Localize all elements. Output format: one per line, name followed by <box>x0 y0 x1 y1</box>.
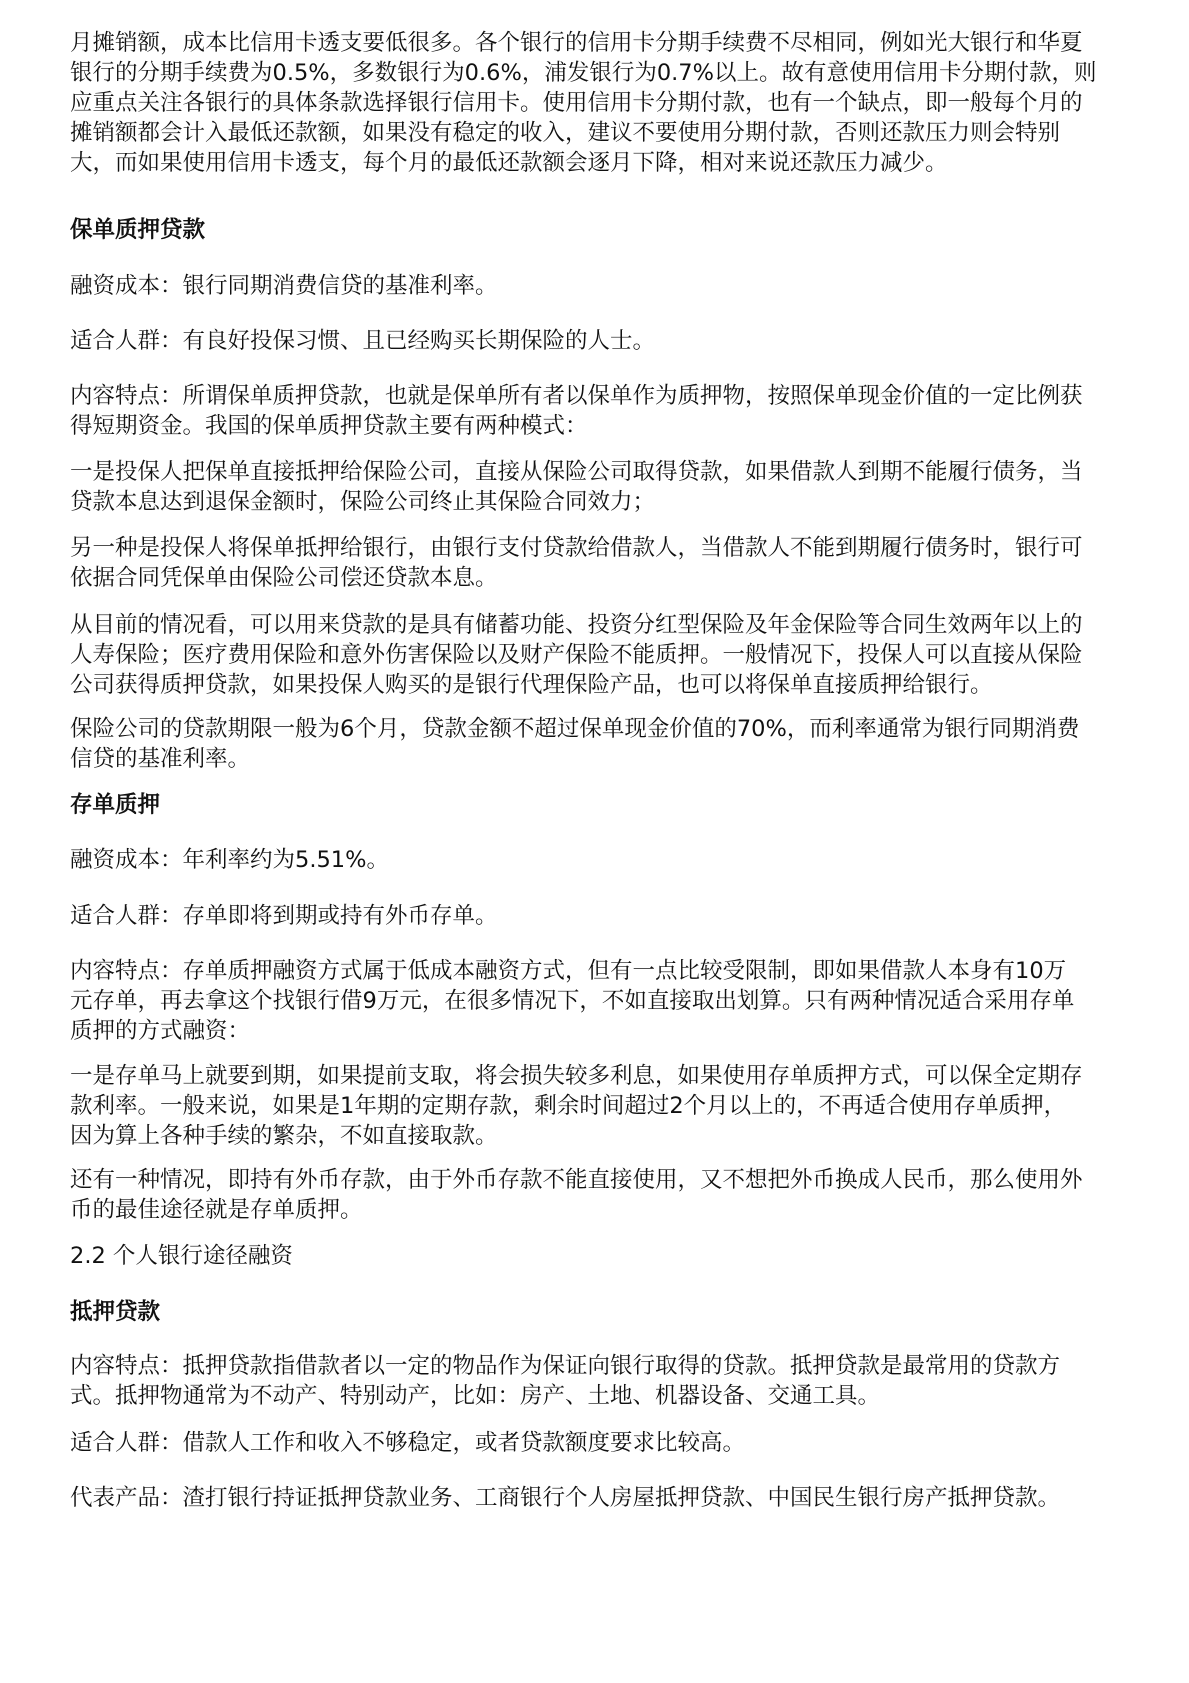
heading-text: 抵押贷款 <box>70 1299 161 1325</box>
text-line: 式。抵押物通常为不动产、特别动产，比如：房产、土地、机器设备、交通工具。 <box>70 1383 881 1409</box>
section-title-text: 2.2 个人银行途径融资 <box>70 1243 293 1269</box>
heading-text: 保单质押贷款 <box>70 217 206 243</box>
paragraph-mortgage-products <box>70 1483 1130 1513</box>
text-line: 摊销额都会计入最低还款额，如果没有稳定的收入，建议不要使用分期付款，否则还款压力则会特别 <box>70 120 1061 146</box>
paragraph-deposit-features <box>70 956 1130 1046</box>
text-line: 内容特点：所谓保单质押贷款，也就是保单所有者以保单作为质押物，按照保单现金价值的一定比例获 <box>70 383 1083 409</box>
text-line: 信贷的基准利率。 <box>70 746 251 772</box>
heading-text: 存单质押 <box>70 792 161 818</box>
text-line: 月摊销额，成本比信用卡透支要低很多。各个银行的信用卡分期手续费不尽相同，例如光大银行和华夏 <box>70 30 1083 56</box>
text-line: 还有一种情况，即持有外币存款，由于外币存款不能直接使用，又不想把外币换成人民币，那么使用外 <box>70 1167 1083 1193</box>
text-line: 融资成本：银行同期消费信贷的基准利率。 <box>70 273 498 299</box>
text-line: 保险公司的贷款期限一般为6个月，贷款金额不超过保单现金价值的70%，而利率通常为银行同期消费 <box>70 716 1080 742</box>
paragraph-mode-one <box>70 457 1130 517</box>
text-line: 依据合同凭保单由保险公司偿还贷款本息。 <box>70 565 498 591</box>
text-line: 银行的分期手续费为0.5%，多数银行为0.6%，浦发银行为0.7%以上。故有意使用信用卡分期付款，则 <box>70 60 1097 86</box>
text-line: 代表产品：渣打银行持证抵押贷款业务、工商银行个人房屋抵押贷款、中国民生银行房产抵押贷款。 <box>70 1485 1061 1511</box>
text-line: 质押的方式融资： <box>70 1018 251 1044</box>
paragraph-target-group <box>70 326 1130 356</box>
section-title-personal-bank-financing <box>70 1241 1130 1271</box>
text-line: 内容特点：抵押贷款指借款者以一定的物品作为保证向银行取得的贷款。抵押贷款是最常用的贷款方 <box>70 1353 1061 1379</box>
text-line: 另一种是投保人将保单抵押给银行，由银行支付贷款给借款人，当借款人不能到期履行债务时，银行可 <box>70 535 1083 561</box>
paragraph-credit-card-installment <box>70 28 1130 178</box>
paragraph-mortgage-group <box>70 1428 1130 1458</box>
heading-deposit-pledge <box>70 790 1130 820</box>
paragraph-loan-term <box>70 714 1130 774</box>
text-line: 币的最佳途径就是存单质押。 <box>70 1197 363 1223</box>
paragraph-mortgage-features <box>70 1351 1130 1411</box>
paragraph-deposit-cost <box>70 845 1130 875</box>
text-line: 贷款本息达到退保金额时，保险公司终止其保险合同效力； <box>70 489 656 515</box>
paragraph-deposit-case-one <box>70 1061 1130 1151</box>
paragraph-deposit-case-two <box>70 1165 1130 1225</box>
text-line: 大，而如果使用信用卡透支，每个月的最低还款额会逐月下降，相对来说还款压力减少。 <box>70 150 948 176</box>
text-line: 适合人群：有良好投保习惯、且已经购买长期保险的人士。 <box>70 328 656 354</box>
text-line: 得短期资金。我国的保单质押贷款主要有两种模式： <box>70 413 588 439</box>
paragraph-current-situation <box>70 610 1130 700</box>
text-line: 适合人群：借款人工作和收入不够稳定，或者贷款额度要求比较高。 <box>70 1430 746 1456</box>
paragraph-content-features <box>70 381 1130 441</box>
text-line: 人寿保险；医疗费用保险和意外伤害保险以及财产保险不能质押。一般情况下，投保人可以直接从保险 <box>70 642 1083 668</box>
paragraph-financing-cost <box>70 271 1130 301</box>
text-line: 公司获得质押贷款，如果投保人购买的是银行代理保险产品，也可以将保单直接质押给银行。 <box>70 672 993 698</box>
text-line: 融资成本：年利率约为5.51%。 <box>70 847 389 873</box>
text-line: 款利率。一般来说，如果是1年期的定期存款，剩余时间超过2个月以上的，不再适合使用存单质押， <box>70 1093 1067 1119</box>
text-line: 应重点关注各银行的具体条款选择银行信用卡。使用信用卡分期付款，也有一个缺点，即一般每个月的 <box>70 90 1083 116</box>
text-line: 适合人群：存单即将到期或持有外币存单。 <box>70 903 498 929</box>
text-line: 一是存单马上就要到期，如果提前支取，将会损失较多利息，如果使用存单质押方式，可以保全定期存 <box>70 1063 1083 1089</box>
text-line: 因为算上各种手续的繁杂，不如直接取款。 <box>70 1123 498 1149</box>
text-line: 内容特点：存单质押融资方式属于低成本融资方式，但有一点比较受限制，即如果借款人本身有10万 <box>70 958 1067 984</box>
text-line: 从目前的情况看，可以用来贷款的是具有储蓄功能、投资分红型保险及年金保险等合同生效两年以上的 <box>70 612 1083 638</box>
paragraph-mode-two <box>70 533 1130 593</box>
heading-policy-pledge-loan <box>70 215 1130 245</box>
text-line: 元存单，再去拿这个找银行借9万元，在很多情况下，不如直接取出划算。只有两种情况适合采用存单 <box>70 988 1075 1014</box>
text-line: 一是投保人把保单直接抵押给保险公司，直接从保险公司取得贷款，如果借款人到期不能履行债务，当 <box>70 459 1083 485</box>
paragraph-deposit-group <box>70 901 1130 931</box>
heading-mortgage-loan <box>70 1297 1130 1327</box>
